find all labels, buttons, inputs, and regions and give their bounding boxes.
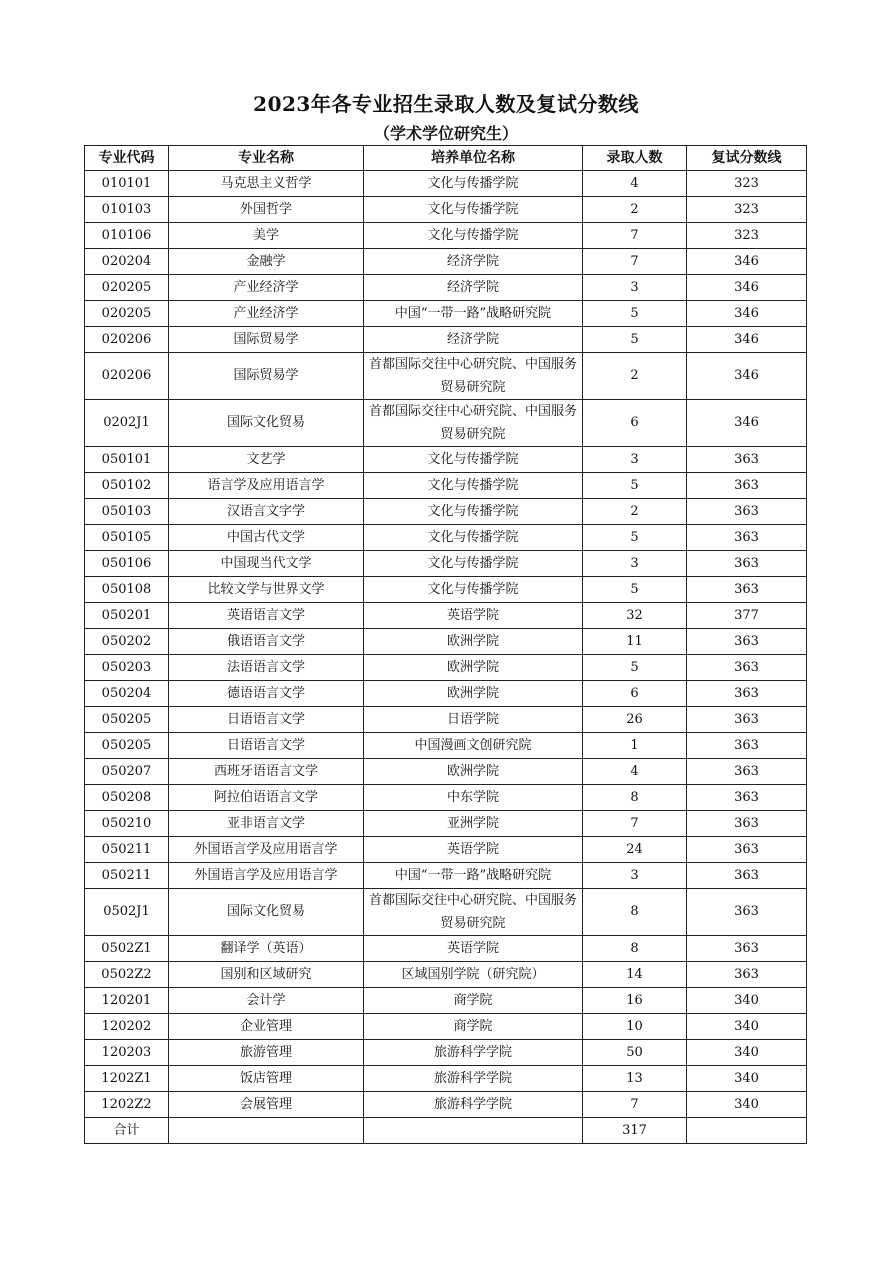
- table-row: [85, 988, 807, 1014]
- table-row: [85, 629, 807, 655]
- cell-major-name: 国际文化贸易: [169, 400, 364, 447]
- table-header-row: [85, 146, 807, 171]
- cell-major-name: 会展管理: [169, 1092, 364, 1118]
- cell-admitted-count: 1: [583, 733, 687, 759]
- cell-major-code: 050208: [85, 785, 169, 811]
- cell-major-code: 050105: [85, 525, 169, 551]
- table-row: [85, 707, 807, 733]
- cell-retest-score: 340: [687, 1066, 807, 1092]
- cell-major-name: 亚非语言文学: [169, 811, 364, 837]
- cell-retest-score: 363: [687, 681, 807, 707]
- cell-major-code: 050205: [85, 733, 169, 759]
- cell-admitted-count: 7: [583, 223, 687, 249]
- cell-retest-score: 363: [687, 499, 807, 525]
- cell-major-name: 企业管理: [169, 1014, 364, 1040]
- cell-unit-name: [364, 1118, 583, 1144]
- cell-retest-score: 346: [687, 353, 807, 400]
- cell-major-name: 国际文化贸易: [169, 889, 364, 936]
- header-major-name: 专业名称: [169, 146, 364, 171]
- cell-retest-score: [687, 1118, 807, 1144]
- cell-major-code: 050210: [85, 811, 169, 837]
- cell-major-name: 马克思主义哲学: [169, 171, 364, 197]
- cell-major-code: 050203: [85, 655, 169, 681]
- cell-major-name: 外国哲学: [169, 197, 364, 223]
- cell-major-name: 日语语言文学: [169, 733, 364, 759]
- cell-major-name: 语言学及应用语言学: [169, 473, 364, 499]
- table-row: [85, 889, 807, 936]
- cell-unit-name: 商学院: [364, 988, 583, 1014]
- table-row: [85, 551, 807, 577]
- cell-major-code: 0502Z1: [85, 936, 169, 962]
- cell-major-code: 010106: [85, 223, 169, 249]
- cell-unit-name: 文化与传播学院: [364, 171, 583, 197]
- cell-unit-name: 文化与传播学院: [364, 525, 583, 551]
- page-title: 2023年各专业招生录取人数及复试分数线: [253, 92, 639, 116]
- cell-retest-score: 323: [687, 197, 807, 223]
- cell-unit-name: 中国漫画文创研究院: [364, 733, 583, 759]
- cell-major-name: 旅游管理: [169, 1040, 364, 1066]
- cell-major-code: 0202J1: [85, 400, 169, 447]
- cell-retest-score: 363: [687, 889, 807, 936]
- cell-unit-name: 欧洲学院: [364, 629, 583, 655]
- cell-major-code: 020205: [85, 301, 169, 327]
- cell-unit-name: 经济学院: [364, 249, 583, 275]
- table-row: [85, 301, 807, 327]
- cell-unit-name: 区域国别学院（研究院）: [364, 962, 583, 988]
- cell-admitted-count: 6: [583, 681, 687, 707]
- cell-unit-name: 商学院: [364, 1014, 583, 1040]
- cell-unit-name: 文化与传播学院: [364, 197, 583, 223]
- cell-major-name: 外国语言学及应用语言学: [169, 863, 364, 889]
- cell-retest-score: 323: [687, 223, 807, 249]
- cell-major-code: 1202Z2: [85, 1092, 169, 1118]
- cell-admitted-count: 10: [583, 1014, 687, 1040]
- cell-unit-name: 欧洲学院: [364, 655, 583, 681]
- cell-major-name: 金融学: [169, 249, 364, 275]
- table-row: [85, 603, 807, 629]
- cell-retest-score: 363: [687, 962, 807, 988]
- cell-unit-name: 文化与传播学院: [364, 223, 583, 249]
- cell-admitted-count: 7: [583, 249, 687, 275]
- table-row: [85, 327, 807, 353]
- cell-major-code: 050101: [85, 447, 169, 473]
- cell-admitted-count: 3: [583, 275, 687, 301]
- table-row: [85, 400, 807, 447]
- cell-admitted-count: 3: [583, 447, 687, 473]
- cell-admitted-count: 6: [583, 400, 687, 447]
- cell-major-name: 俄语语言文学: [169, 629, 364, 655]
- cell-unit-name: 文化与传播学院: [364, 577, 583, 603]
- cell-retest-score: 346: [687, 301, 807, 327]
- table-row: [85, 1040, 807, 1066]
- cell-major-code: 120203: [85, 1040, 169, 1066]
- table-row: [85, 733, 807, 759]
- admissions-table: [84, 145, 807, 1144]
- cell-retest-score: 363: [687, 733, 807, 759]
- cell-major-code: 050211: [85, 837, 169, 863]
- cell-unit-name: 文化与传播学院: [364, 447, 583, 473]
- table-row: [85, 962, 807, 988]
- cell-major-code: 0502J1: [85, 889, 169, 936]
- cell-unit-name: 中东学院: [364, 785, 583, 811]
- cell-admitted-count: 24: [583, 837, 687, 863]
- cell-admitted-count: 16: [583, 988, 687, 1014]
- table-row: [85, 785, 807, 811]
- cell-retest-score: 363: [687, 551, 807, 577]
- cell-unit-name: 英语学院: [364, 936, 583, 962]
- cell-admitted-count: 2: [583, 197, 687, 223]
- cell-admitted-count: 5: [583, 327, 687, 353]
- cell-admitted-count: 5: [583, 525, 687, 551]
- cell-major-code: 1202Z1: [85, 1066, 169, 1092]
- cell-major-name: 翻译学（英语）: [169, 936, 364, 962]
- cell-admitted-count: 7: [583, 811, 687, 837]
- cell-retest-score: 340: [687, 1092, 807, 1118]
- cell-retest-score: 363: [687, 863, 807, 889]
- cell-unit-name: 首都国际交往中心研究院、中国服务贸易研究院: [364, 353, 583, 400]
- cell-unit-name: 首都国际交往中心研究院、中国服务贸易研究院: [364, 400, 583, 447]
- table-row: [85, 1092, 807, 1118]
- cell-major-code: 010101: [85, 171, 169, 197]
- cell-retest-score: 363: [687, 447, 807, 473]
- table-row: [85, 759, 807, 785]
- table-row: [85, 1066, 807, 1092]
- cell-unit-name: 首都国际交往中心研究院、中国服务贸易研究院: [364, 889, 583, 936]
- table-row: [85, 499, 807, 525]
- cell-major-name: 美学: [169, 223, 364, 249]
- cell-major-name: 文艺学: [169, 447, 364, 473]
- cell-major-code: 合计: [85, 1118, 169, 1144]
- table-row: [85, 249, 807, 275]
- table-row: [85, 681, 807, 707]
- table-row: [85, 1014, 807, 1040]
- cell-major-name: 国别和区域研究: [169, 962, 364, 988]
- cell-unit-name: 日语学院: [364, 707, 583, 733]
- cell-major-name: 德语语言文学: [169, 681, 364, 707]
- cell-retest-score: 340: [687, 1014, 807, 1040]
- cell-major-code: 050108: [85, 577, 169, 603]
- cell-retest-score: 363: [687, 837, 807, 863]
- cell-major-code: 050211: [85, 863, 169, 889]
- cell-major-code: 0502Z2: [85, 962, 169, 988]
- cell-admitted-count: 5: [583, 655, 687, 681]
- cell-unit-name: 中国“一带一路”战略研究院: [364, 863, 583, 889]
- cell-admitted-count: 7: [583, 1092, 687, 1118]
- cell-major-name: 国际贸易学: [169, 353, 364, 400]
- cell-admitted-count: 2: [583, 499, 687, 525]
- table-row: [85, 863, 807, 889]
- cell-major-code: 050201: [85, 603, 169, 629]
- cell-retest-score: 363: [687, 936, 807, 962]
- cell-retest-score: 377: [687, 603, 807, 629]
- cell-retest-score: 340: [687, 988, 807, 1014]
- cell-admitted-count: 5: [583, 301, 687, 327]
- header-unit-name: 培养单位名称: [364, 146, 583, 171]
- cell-major-code: 050205: [85, 707, 169, 733]
- cell-retest-score: 363: [687, 707, 807, 733]
- cell-major-code: 050102: [85, 473, 169, 499]
- cell-major-code: 020204: [85, 249, 169, 275]
- cell-major-code: 020206: [85, 353, 169, 400]
- table-row: [85, 655, 807, 681]
- cell-unit-name: 旅游科学学院: [364, 1066, 583, 1092]
- cell-retest-score: 363: [687, 811, 807, 837]
- cell-major-name: 阿拉伯语语言文学: [169, 785, 364, 811]
- cell-major-code: 050202: [85, 629, 169, 655]
- cell-unit-name: 经济学院: [364, 275, 583, 301]
- cell-major-name: [169, 1118, 364, 1144]
- cell-major-name: 日语语言文学: [169, 707, 364, 733]
- cell-retest-score: 346: [687, 249, 807, 275]
- cell-admitted-count: 3: [583, 863, 687, 889]
- cell-unit-name: 经济学院: [364, 327, 583, 353]
- cell-retest-score: 323: [687, 171, 807, 197]
- header-admitted-count: 录取人数: [583, 146, 687, 171]
- cell-unit-name: 旅游科学学院: [364, 1040, 583, 1066]
- cell-unit-name: 中国“一带一路”战略研究院: [364, 301, 583, 327]
- cell-admitted-count: 3: [583, 551, 687, 577]
- cell-major-name: 产业经济学: [169, 275, 364, 301]
- cell-admitted-count: 8: [583, 936, 687, 962]
- table-row: [85, 223, 807, 249]
- table-row: [85, 171, 807, 197]
- cell-major-code: 120202: [85, 1014, 169, 1040]
- cell-admitted-count: 317: [583, 1118, 687, 1144]
- cell-retest-score: 363: [687, 785, 807, 811]
- cell-admitted-count: 14: [583, 962, 687, 988]
- cell-major-name: 国际贸易学: [169, 327, 364, 353]
- cell-admitted-count: 2: [583, 353, 687, 400]
- total-row: [85, 1118, 807, 1144]
- cell-major-name: 饭店管理: [169, 1066, 364, 1092]
- table-row: [85, 275, 807, 301]
- cell-major-name: 汉语言文字学: [169, 499, 364, 525]
- cell-retest-score: 363: [687, 629, 807, 655]
- table-body: [85, 171, 807, 1144]
- cell-admitted-count: 8: [583, 889, 687, 936]
- cell-unit-name: 文化与传播学院: [364, 473, 583, 499]
- cell-major-code: 020206: [85, 327, 169, 353]
- cell-major-code: 050204: [85, 681, 169, 707]
- cell-admitted-count: 8: [583, 785, 687, 811]
- cell-major-name: 产业经济学: [169, 301, 364, 327]
- cell-unit-name: 旅游科学学院: [364, 1092, 583, 1118]
- cell-major-name: 西班牙语语言文学: [169, 759, 364, 785]
- cell-admitted-count: 26: [583, 707, 687, 733]
- cell-retest-score: 363: [687, 577, 807, 603]
- cell-unit-name: 欧洲学院: [364, 681, 583, 707]
- table-row: [85, 447, 807, 473]
- cell-unit-name: 欧洲学院: [364, 759, 583, 785]
- table-row: [85, 197, 807, 223]
- cell-major-name: 中国现当代文学: [169, 551, 364, 577]
- header-retest-score: 复试分数线: [687, 146, 807, 171]
- table-row: [85, 837, 807, 863]
- cell-retest-score: 346: [687, 400, 807, 447]
- cell-admitted-count: 5: [583, 577, 687, 603]
- cell-retest-score: 340: [687, 1040, 807, 1066]
- cell-major-name: 中国古代文学: [169, 525, 364, 551]
- table-row: [85, 525, 807, 551]
- table-row: [85, 936, 807, 962]
- cell-retest-score: 363: [687, 473, 807, 499]
- cell-admitted-count: 4: [583, 171, 687, 197]
- cell-admitted-count: 4: [583, 759, 687, 785]
- cell-unit-name: 文化与传播学院: [364, 499, 583, 525]
- cell-major-code: 120201: [85, 988, 169, 1014]
- cell-unit-name: 英语学院: [364, 837, 583, 863]
- cell-major-code: 050103: [85, 499, 169, 525]
- cell-admitted-count: 50: [583, 1040, 687, 1066]
- cell-admitted-count: 11: [583, 629, 687, 655]
- table-row: [85, 577, 807, 603]
- cell-major-code: 050106: [85, 551, 169, 577]
- cell-major-name: 英语语言文学: [169, 603, 364, 629]
- cell-major-name: 会计学: [169, 988, 364, 1014]
- table-row: [85, 353, 807, 400]
- table-row: [85, 811, 807, 837]
- cell-retest-score: 363: [687, 655, 807, 681]
- cell-major-name: 外国语言学及应用语言学: [169, 837, 364, 863]
- table-row: [85, 473, 807, 499]
- cell-admitted-count: 32: [583, 603, 687, 629]
- cell-admitted-count: 13: [583, 1066, 687, 1092]
- cell-major-code: 020205: [85, 275, 169, 301]
- cell-major-name: 法语语言文学: [169, 655, 364, 681]
- cell-major-name: 比较文学与世界文学: [169, 577, 364, 603]
- page-subtitle: （学术学位研究生）: [373, 124, 518, 143]
- cell-major-code: 050207: [85, 759, 169, 785]
- cell-unit-name: 亚洲学院: [364, 811, 583, 837]
- cell-retest-score: 363: [687, 525, 807, 551]
- cell-major-code: 010103: [85, 197, 169, 223]
- cell-unit-name: 英语学院: [364, 603, 583, 629]
- cell-retest-score: 363: [687, 759, 807, 785]
- cell-unit-name: 文化与传播学院: [364, 551, 583, 577]
- cell-retest-score: 346: [687, 327, 807, 353]
- header-major-code: 专业代码: [85, 146, 169, 171]
- cell-admitted-count: 5: [583, 473, 687, 499]
- cell-retest-score: 346: [687, 275, 807, 301]
